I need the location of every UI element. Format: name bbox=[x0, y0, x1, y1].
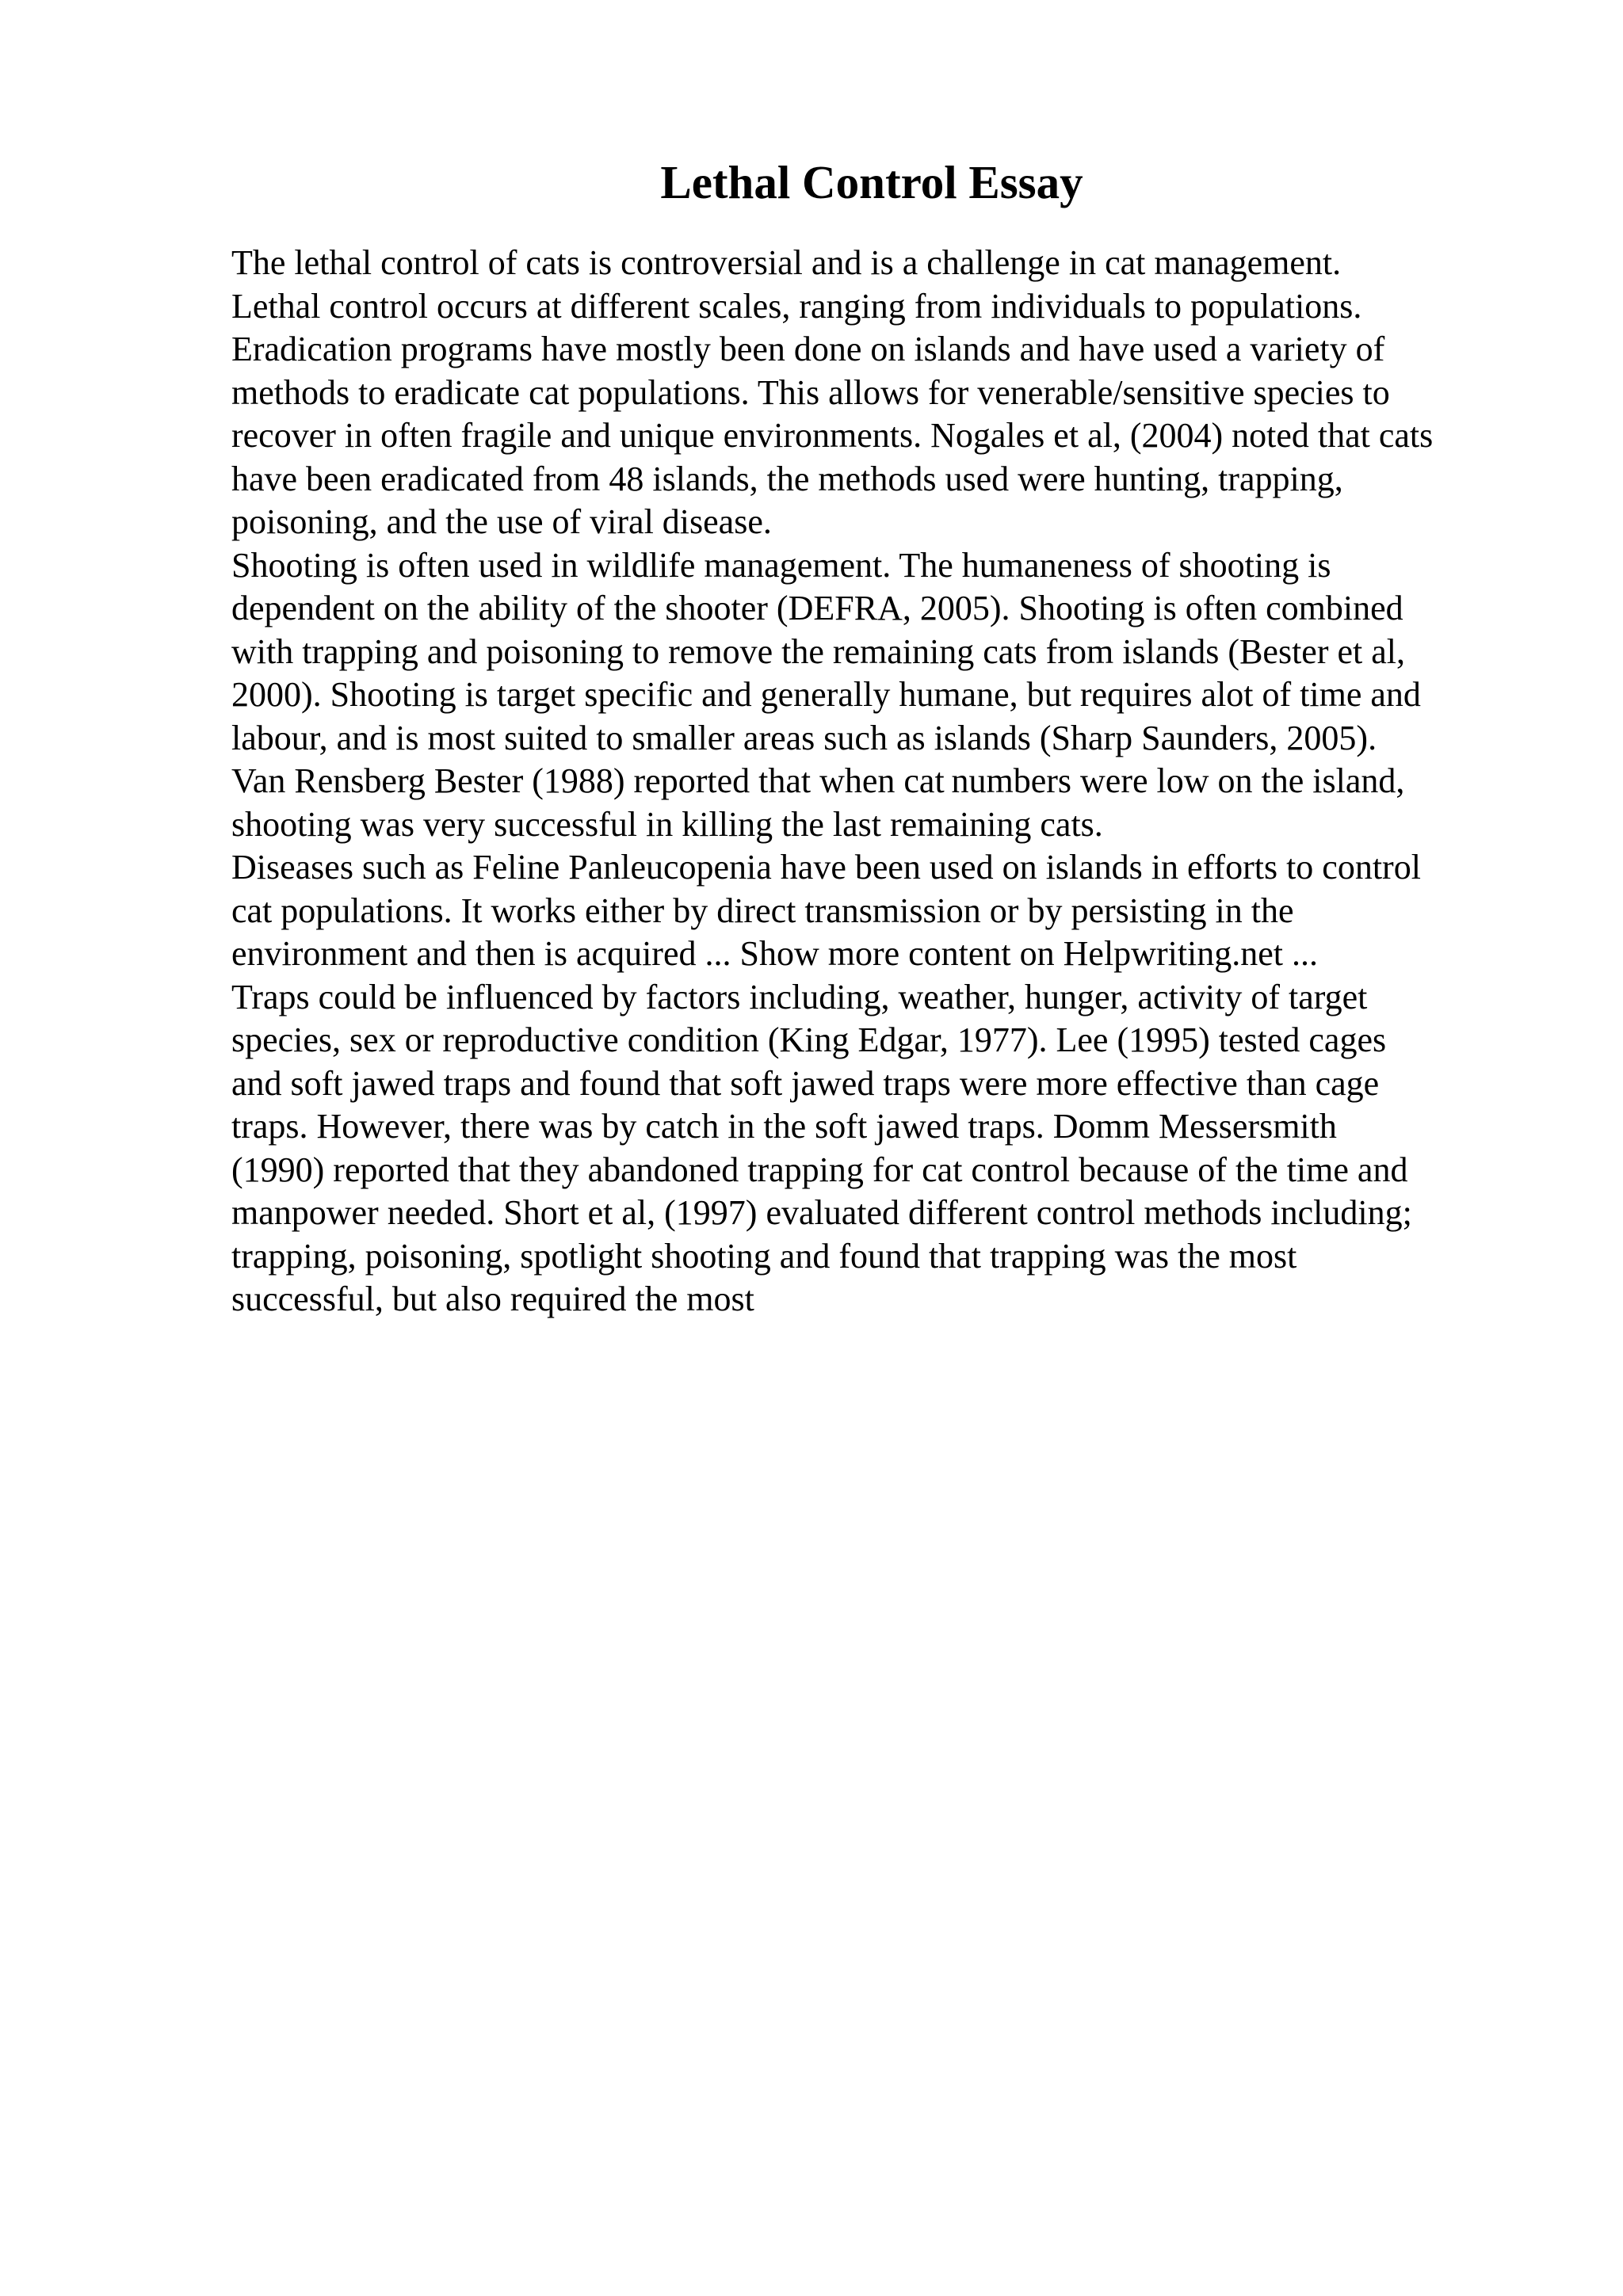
essay-line: (1990) reported that they abandoned trapping for cat control because of the time and bbox=[231, 1150, 1408, 1189]
document-title: Lethal Control Essay bbox=[660, 156, 1083, 208]
essay-line: methods to eradicate cat populations. This allows for venerable/sensitive species to bbox=[231, 372, 1390, 412]
essay-line: Lethal control occurs at different scales, ranging from individuals to populations. bbox=[231, 286, 1362, 326]
essay-line: poisoning, and the use of viral disease. bbox=[231, 502, 772, 541]
essay-line: recover in often fragile and unique environments. Nogales et al, (2004) noted that cats bbox=[231, 416, 1434, 455]
essay-line: Diseases such as Feline Panleucopenia have been used on islands in efforts to control bbox=[231, 848, 1421, 887]
essay-line: The lethal control of cats is controversial and is a challenge in cat management. bbox=[231, 243, 1342, 282]
essay-line: cat populations. It works either by direct transmission or by persisting in the bbox=[231, 891, 1294, 930]
essay-line: and soft jawed traps and found that soft jawed traps were more effective than cage bbox=[231, 1063, 1380, 1103]
essay-line: 2000). Shooting is target specific and generally humane, but requires alot of time and bbox=[231, 675, 1421, 714]
essay-line: species, sex or reproductive condition (King Edgar, 1977). Lee (1995) tested cages bbox=[231, 1020, 1387, 1059]
essay-line: Shooting is often used in wildlife management. The humaneness of shooting is bbox=[231, 545, 1331, 585]
essay-line: trapping, poisoning, spotlight shooting and found that trapping was the most bbox=[231, 1236, 1297, 1276]
essay-line: dependent on the ability of the shooter (DEFRA, 2005). Shooting is often combined bbox=[231, 589, 1403, 627]
essay-line: Traps could be influenced by factors including, weather, hunger, activity of target bbox=[231, 977, 1368, 1016]
essay-line: Van Rensberg Bester (1988) reported that when cat numbers were low on the island, bbox=[231, 761, 1405, 800]
essay-line: manpower needed. Short et al, (1997) evaluated different control methods including; bbox=[231, 1193, 1412, 1232]
essay-line: with trapping and poisoning to remove the remaining cats from islands (Bester et al, bbox=[231, 631, 1405, 671]
essay-line: traps. However, there was by catch in the soft jawed traps. Domm Messersmith bbox=[231, 1107, 1337, 1146]
essay-body bbox=[231, 242, 1579, 1322]
essay-line: Eradication programs have mostly been done on islands and have used a variety of bbox=[231, 330, 1385, 368]
essay-line: successful, but also required the most bbox=[231, 1280, 754, 1318]
essay-line: shooting was very successful in killing the last remaining cats. bbox=[231, 804, 1103, 844]
essay-line: have been eradicated from 48 islands, the methods used were hunting, trapping, bbox=[231, 459, 1343, 498]
essay-line: labour, and is most suited to smaller areas such as islands (Sharp Saunders, 2005). bbox=[231, 718, 1377, 757]
essay-line: environment and then is acquired ... Show more content on Helpwriting.net ... bbox=[231, 934, 1319, 973]
